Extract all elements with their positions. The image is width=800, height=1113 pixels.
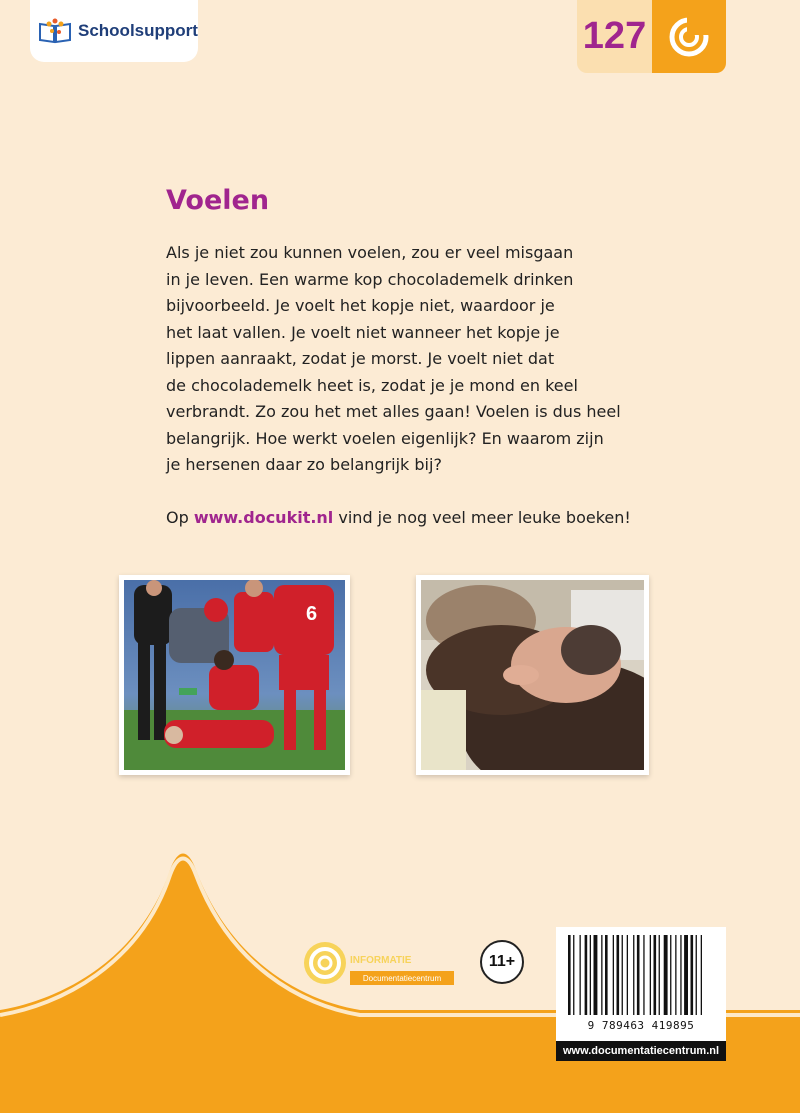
- promo-prefix: Op: [166, 508, 194, 527]
- org-label: Documentatiecentrum: [350, 971, 454, 985]
- promo-line: [166, 508, 631, 527]
- article-body: [166, 240, 626, 479]
- publisher-logo: [30, 0, 198, 62]
- issue-badge: [577, 0, 726, 73]
- body-line: belangrijk. Hoe werkt voelen eigenlijk? En waarom zijn: [166, 428, 604, 448]
- football-injury-photo: [119, 575, 350, 775]
- book-icon: [38, 18, 72, 44]
- docukit-link[interactable]: www.docukit.nl: [193, 508, 334, 527]
- body-line: de chocolademelk heet is, zodat je je mond en keel: [166, 375, 578, 395]
- barcode: [556, 927, 726, 1042]
- article-title: Voelen: [166, 185, 270, 216]
- promo-suffix: vind je nog veel meer leuke boeken!: [333, 508, 631, 527]
- issue-number: 127: [577, 0, 652, 73]
- series-label: INFORMATIE: [350, 955, 412, 966]
- swirl-icon: [302, 940, 348, 986]
- body-line: lippen aanraakt, zodat je morst. Je voelt niet dat: [166, 349, 555, 368]
- body-line: je hersenen daar zo belangrijk bij?: [166, 455, 442, 474]
- age-rating-badge: 11+: [480, 940, 524, 984]
- body-line: het laat vallen. Je voelt niet wanneer het kopje je: [166, 322, 560, 342]
- isbn-digits: 9 789463 419895: [587, 1019, 695, 1032]
- newborn-baby-photo: [416, 575, 649, 775]
- svg-text:6: 6: [306, 603, 318, 625]
- body-line: Als je niet zou kunnen voelen, zou er veel misgaan: [166, 243, 574, 262]
- body-line: in je leven. Een warme kop chocolademelk drinken: [166, 269, 574, 289]
- body-line: bijvoorbeeld. Je voelt het kopje niet, waardoor je: [166, 296, 555, 315]
- body-line: verbrandt. Zo zou het met alles gaan! Voelen is dus heel: [166, 402, 621, 421]
- website-label[interactable]: www.documentatiecentrum.nl: [556, 1041, 726, 1061]
- publisher-name: Schoolsupport: [78, 21, 198, 40]
- swirl-icon: [652, 0, 726, 73]
- barcode-bars: [556, 927, 726, 1019]
- informatie-logo: [302, 937, 454, 989]
